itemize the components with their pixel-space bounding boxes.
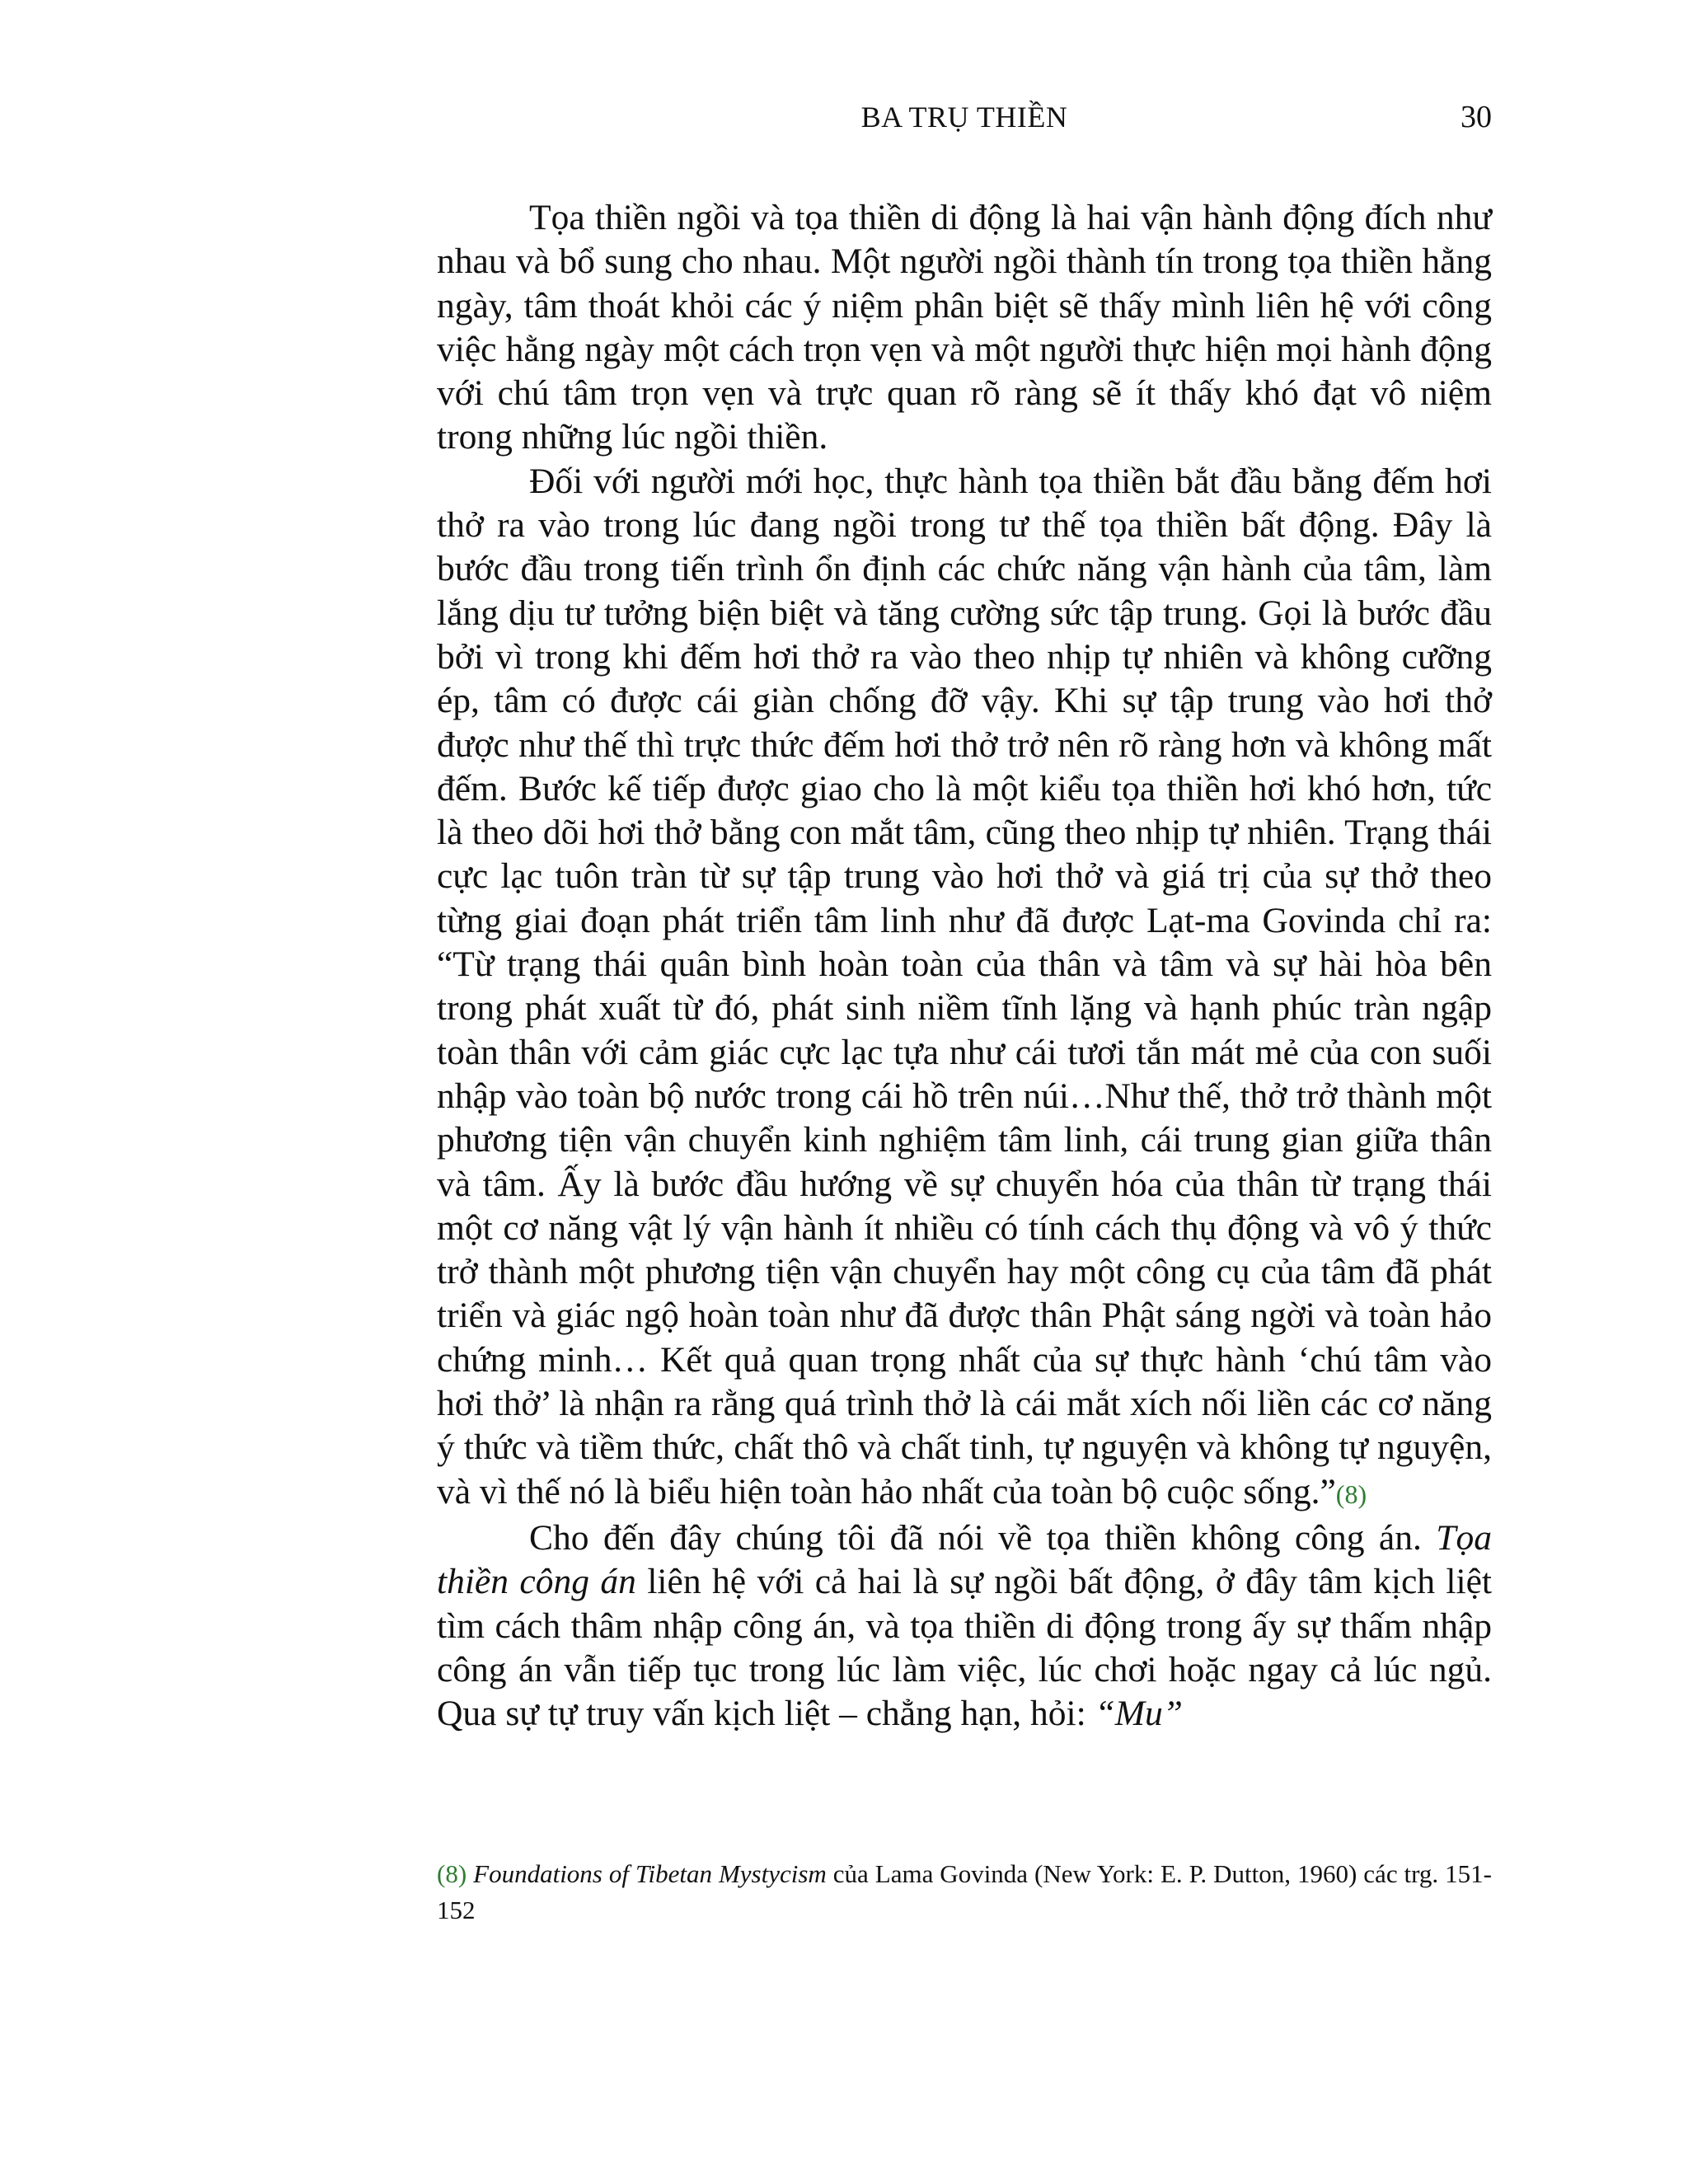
running-title: BA TRỤ THIỀN (860, 101, 1068, 134)
page-header (437, 92, 1492, 142)
term-koan-meditation: Tọa thiền công án (437, 1517, 1492, 1602)
paragraph-1 (437, 196, 1492, 460)
paragraph-3-text-middle: liên hệ với cả hai là sự ngồi bất động, ở đây tâm kịch liệt tìm cách thâm nhập công án, và tọa thiền di động trong ấy sự thấm nhập công án vẫn tiếp tục trong lúc làm việc, lúc chơi hoặc ngay cả lúc ngủ. Qua sự tự truy vấn kịch liệt – chẳng hạn, hỏi: (437, 1562, 1492, 1734)
footnote-number: (8) (437, 1859, 467, 1888)
footnote-reference[interactable]: (8) (1335, 1479, 1367, 1509)
paragraph-2 (437, 460, 1492, 1516)
paragraph-1-text: Tọa thiền ngồi và tọa thiền di động là hai vận hành động đích như nhau và bổ sung cho nhau. Một người ngồi thành tín trong tọa thiền hằng ngày, tâm thoát khỏi các ý niệm phân biệt sẽ thấy mình liên hệ với công việc hằng ngày một cách trọn vẹn và một người thực hiện mọi hành động với chú tâm trọn vẹn và trực quan rõ ràng sẽ ít thấy khó đạt vô niệm trong những lúc ngồi thiền. (437, 198, 1492, 457)
paragraph-3-text-start: Cho đến đây chúng tôi đã nói về tọa thiền không công án. (529, 1517, 1437, 1558)
term-mu: “Mu” (1095, 1694, 1183, 1734)
main-text (437, 196, 1492, 1736)
footnote-8 (437, 1856, 1492, 1929)
footnote-citation: của Lama Govinda (New York: E. P. Dutton, 1960) các trg. 151-152 (437, 1859, 1492, 1924)
footnote-book-title: Foundations of Tibetan Mystycism (473, 1859, 827, 1888)
page-number: 30 (1461, 100, 1492, 134)
paragraph-3 (437, 1516, 1492, 1736)
paragraph-2-text: Đối với người mới học, thực hành tọa thiền bắt đầu bằng đếm hơi thở ra vào trong lúc đang ngồi trong tư thế tọa thiền bất động. Đây là bước đầu trong tiến trình ổn định các chức năng vận hành của tâm, làm lắng dịu tư tưởng biện biệt và tăng cường sức tập trung. Gọi là bước đầu bởi vì trong khi đếm hơi thở ra vào theo nhịp tự nhiên và không cưỡng ép, tâm có được cái giàn chống đỡ vậy. Khi sự tập trung vào hơi thở được như thế thì trực thức đếm hơi thở trở nên rõ ràng hơn và không mất đếm. Bước kế tiếp được giao cho là một kiểu tọa thiền hơi khó hơn, tức là theo dõi hơi thở bằng con mắt tâm, cũng theo nhịp tự nhiên. Trạng thái cực lạc tuôn tràn từ sự tập trung vào hơi thở và giá trị của sự thở theo từng giai đoạn phát triển tâm linh như đã được Lạt-ma Govinda chỉ ra: “Từ trạng thái quân bình hoàn toàn của thân và tâm và sự hài hòa bên trong phát xuất từ đó, phát sinh niềm tĩnh lặng và hạnh phúc tràn ngập toàn thân với cảm giác cực lạc tựa như cái tươi tắn mát mẻ của con suối nhập vào toàn bộ nước trong cái hồ trên núi…Như thế, thở trở thành một phương tiện vận chuyển kinh nghiệm tâm linh, cái trung gian giữa thân và tâm. Ấy là bước đầu hướng về sự chuyển hóa của thân từ trạng thái một cơ năng vật lý vận hành ít nhiều có tính cách thụ động và vô ý thức trở thành một phương tiện vận chuyển hay một công cụ của tâm đã phát triển và giác ngộ hoàn toàn như đã được thân Phật sáng ngời và toàn hảo chứng minh… Kết quả quan trọng nhất của sự thực hành ‘chú tâm vào hơi thở’ là nhận ra rằng quá trình thở là cái mắt xích nối liền các cơ năng ý thức và tiềm thức, chất thô và chất tinh, tự nguyện và không tự nguyện, và vì thế nó là biểu hiện toàn hảo nhất của toàn bộ cuộc sống.” (437, 461, 1492, 1511)
footnotes-section (437, 1856, 1492, 1929)
